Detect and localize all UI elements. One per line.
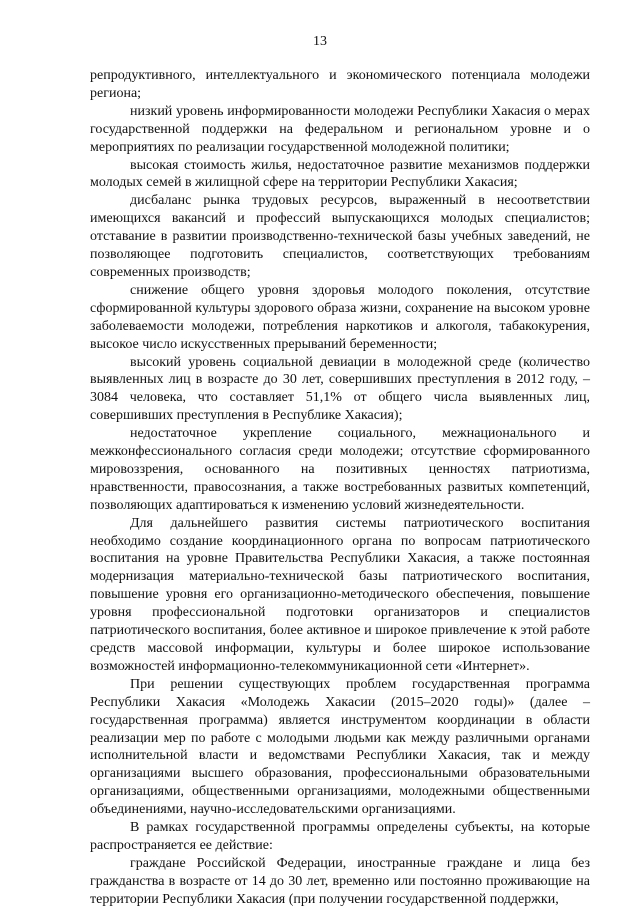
paragraph: недостаточное укрепление социального, межнационального и межконфессионального согласия среди молодежи; отсутствие сформированного мировоззрения, основанного на позитивных ценностях патриотизма, нравственности, правосознания, а также востребованных развитых компетенций, позволяющих адаптироваться к изменению условий жизнедеятельности. [90,426,590,513]
paragraph: В рамках государственной программы определены субъекты, на которые распространяется ее действие: [90,820,590,853]
paragraph: При решении существующих проблем государственная программа Республики Хакасия «Молодежь Хакасии (2015–2020 годы)» (далее – государственная программа) является инструментом координации в области реализации мер по работе с молодыми людьми как между различными органами исполнительной власти и ведомствами Республики Хакасия, так и между организациями высшего образования, профессиональными образовательными организациями, общественными организациями, молодежными общественными объединениями, научно-исследовательскими организациями. [90,676,590,818]
page-number: 13 [313,34,327,49]
paragraph: репродуктивного, интеллектуального и экономического потенциала молодежи региона; [90,68,590,101]
document-body [90,67,590,909]
paragraph: граждане Российской Федерации, иностранные граждане и лица без гражданства в возрасте от 14 до 30 лет, временно или постоянно проживающие на территории Республики Хакасия (при получении государственной поддержки, [90,855,590,907]
paragraph: снижение общего уровня здоровья молодого поколения, отсутствие сформированной культуры здорового образа жизни, сохранение на высоком уровне заболеваемости молодежи, потребления наркотиков и алкоголя, табакокурения, высокое число искусственных прерываний беременности; [90,282,590,352]
paragraph: низкий уровень информированности молодежи Республики Хакасия о мерах государственной поддержки на федеральном и региональном уровне и о мероприятиях по реализации государственной молодежной политики; [90,103,590,155]
paragraph: высокая стоимость жилья, недостаточное развитие механизмов поддержки молодых семей в жилищной сфере на территории Республики Хакасия; [90,157,590,191]
paragraph: высокий уровень социальной девиации в молодежной среде (количество выявленных лиц в возрасте до 30 лет, совершивших преступления в 2012 году, – 3084 человека, что составляет 51,1% от общего числа выявленных лиц, совершивших преступления в Республике Хакасия); [90,354,590,424]
paragraph: дисбаланс рынка трудовых ресурсов, выраженный в несоответствии имеющихся вакансий и профессий выпускающихся молодых специалистов; отставание в развитии производственно-технической базы учебных заведений, не позволяющее подготовить специалистов, соответствующих требованиям современных производств; [90,193,590,280]
paragraph: Для дальнейшего развития системы патриотического воспитания необходимо создание координационного органа по вопросам патриотического воспитания на уровне Правительства Республики Хакасия, а также постоянная модернизация материально-технической базы патриотического воспитания, повышение уровня его организационно-методического обеспечения, повышение уровня профессиональной подготовки организаторов и специалистов патриотического воспитания, более активное и широкое привлечение к этой работе средств массовой информации, культуры и более широкое использование возможностей информационно-телекоммуникационной сети «Интернет». [90,515,590,674]
